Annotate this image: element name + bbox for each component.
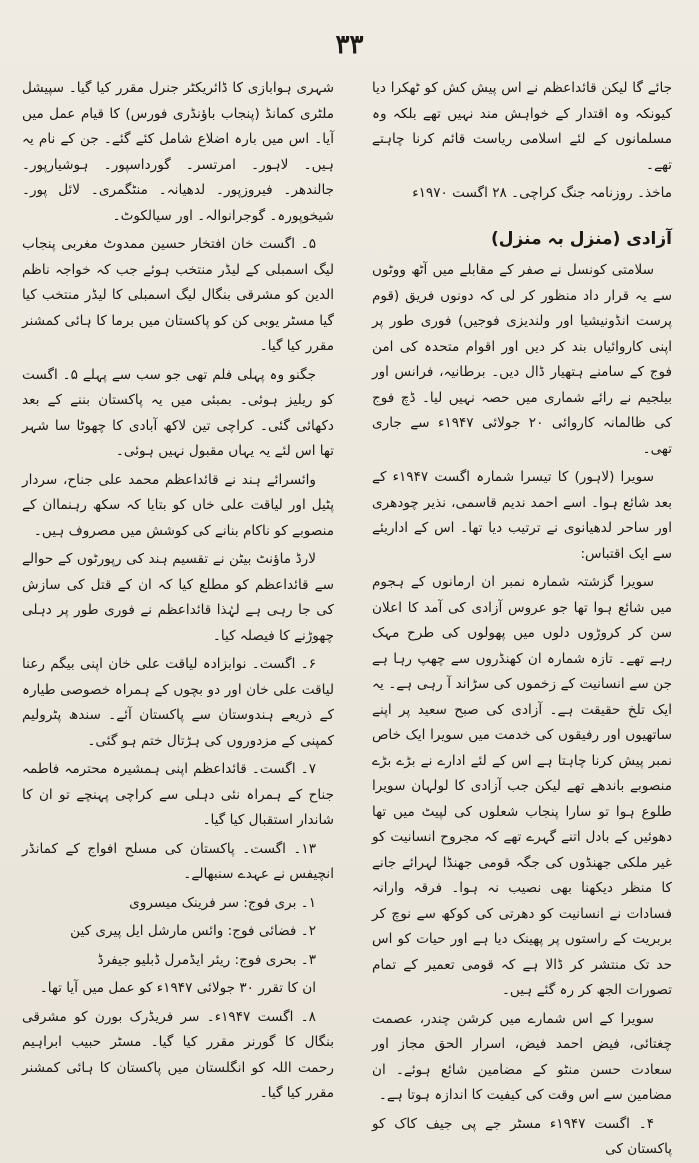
list-item: ۲۔ فضائی فوج: وائس مارشل ایل پیری کین	[70, 923, 316, 939]
list-item: ۳۔ بحری فوج: ریئر ایڈمرل ڈبلیو جیفرڈ	[97, 951, 316, 968]
paragraph: جگنو وہ پہلی فلم تھی جو سب سے پہلے ۵۔ اگست کو ریلیز ہوئی۔ بمبئی میں یہ پاکستان بننے کے بعد دکھائی گئی۔ کراچی تین لاکھ آبادی کا چھوٹا سا شہر تھا اس لئے یہ یہاں مقبول نہیں ہوئی۔	[22, 366, 334, 459]
source-citation: ماخذ۔ روزنامہ جنگ کراچی۔ ۲۸ اگست ۱۹۷۰ء	[412, 185, 672, 201]
paragraph: ۵۔ اگست خان افتخار حسین ممدوٹ مغربی پنجاب لیگ اسمبلی کے لیڈر منتخب ہوئے جب کہ خواجہ ناظم الدین کو مشرقی بنگال لیگ اسمبلی کا لیڈر منتخب کیا گیا مسٹر یوبی کن کو پاکستان میں برما کا ہائی کمشنر مقرر کیا گیا۔	[22, 236, 334, 354]
paragraph: ان کا تقرر ۳۰ جولائی ۱۹۴۷ء کو عمل میں آیا تھا۔	[39, 980, 316, 996]
paragraph: ۷۔ اگست۔ قائداعظم اپنی ہمشیرہ محترمہ فاطمہ جناح کے ہمراہ نئی دہلی سے کراچی پہنچے تو ان کا شاندار استقبال کیا گیا۔	[22, 761, 334, 828]
paragraph: شہری ہوابازی کا ڈائریکٹر جنرل مقرر کیا گیا۔ سپیشل ملٹری کمانڈ (پنجاب باؤنڈری فورس) کا قیام عمل میں آیا۔ اس میں بارہ اضلاع شامل کئے گئے۔ جن کے نام یہ ہیں۔ لاہور۔ امرتسر۔ گورداسپور۔ ہوشیارپور۔ جالندھر۔ فیروزپور۔ لدھیانہ۔ منٹگمری۔ لائل پور۔ شیخوپورہ۔ گوجرانوالہ۔ اور سیالکوٹ۔	[22, 80, 334, 224]
paragraph: ۶۔ اگست۔ نوابزادہ لیاقت علی خان اپنی بیگم رعنا لیاقت علی خان اور دو بچوں کے ہمراہ خصوصی طیارہ کے ذریعے ہندوستان سے پاکستان آئے۔ سندھ پٹرولیم کمپنی کے مزدوروں کی ہڑتال ختم ہو گئی۔	[22, 656, 334, 749]
paragraph: سلامتی کونسل نے صفر کے مقابلے میں آٹھ ووٹوں سے یہ قرار داد منظور کر لی کہ دونوں فریق (قوم پرست انڈونیشیا اور ولندیزی فوجیں) فوری طور پر اپنی کاروائیاں بند کر دیں اور اقوام متحدہ کی امن فوج کے سامنے ہتھیار ڈال دیں۔ برطانیہ، فرانس اور بیلجیم نے رائے شماری میں حصہ نہیں لیا۔ ڈچ فوج کی ظالمانہ کاروائی ۲۰ جولائی ۱۹۴۷ء سے جاری تھی۔	[372, 262, 672, 457]
section-heading: آزادی (منزل بہ منزل)	[491, 228, 672, 249]
paragraph: وائسرائے ہند نے قائداعظم محمد علی جناح، سردار پٹیل اور لیاقت علی خاں کو بتایا کہ سکھ رہنماان کے منصوبے کو ناکام بنانے کی کوشش میں مصروف ہیں۔	[22, 471, 334, 539]
quoted-paragraph: سویرا گزشتہ شمارہ نمبر ان ارمانوں کے ہجوم میں شائع ہوا تھا جو عروس آزادی کی آمد کا اعلان سن کر کروڑوں دلوں میں پھولوں کی طرح مہک رہے تھے۔ تازہ شمارہ ان کھنڈروں سے چھپ رہا ہے جن سے انسانیت کے زخموں کی سڑاند آ رہی ہے۔ یہ ایک تلخ حقیقت ہے۔ آزادی کی صبح سعید پر اپنے ساتھیوں اور رفیقوں کی خدمت میں سویرا ایک خاص نمبر پیش کرنا چاہتا ہے اس کے لئے ادارے نے بڑے بڑے منصوبے باندھے تھے لیکن جب آزادی کا لولہان سویرا طلوع ہوا تو سارا پنجاب شعلوں کی لپیٹ میں تھا دھوئیں کے بادل اتنے گہرے تھے کہ مجروح انسانیت کو غیر ملکی جھنڈوں کی جگہ قومی جھنڈا لہرائے جانے کا منظر دیکھنا بھی نصیب نہ ہوا۔ فرقہ وارانہ فسادات نے انسانیت کو دھرتی کی کوکھ سے نوچ کر بربریت کے راستوں پر پھینک دیا ہے اور حیات کو اس حد تک منتشر کر ڈالا ہے کہ قومی تعمیر کے تمام تصورات الجھ کر رہ گئے ہیں۔	[372, 574, 672, 998]
paragraph: سویرا (لاہور) کا تیسرا شمارہ اگست ۱۹۴۷ء کے بعد شائع ہوا۔ اسے احمد ندیم قاسمی، نذیر چودھری اور ساحر لدھیانوی نے ترتیب دیا تھا۔ اس کے اداریئے سے ایک اقتباس:	[372, 469, 672, 562]
paragraph: ۸۔ اگست ۱۹۴۷ء۔ سر فریڈرک بورن کو مشرقی بنگال کا گورنر مقرر کیا گیا۔ مسٹر حبیب ابراہیم رحمت اللہ کو انگلستان میں پاکستان کا ہائی کمشنر مقرر کیا گیا۔	[22, 1008, 334, 1101]
intro-paragraph: جائے گا لیکن قائداعظم نے اس پیش کش کو ٹھکرا دیا کیونکہ وہ اقتدار کے خواہش مند نہیں تھے بلکہ وہ مسلمانوں کے لئے اسلامی ریاست قائم کرنا چاہتے تھے۔	[372, 80, 672, 173]
paragraph: ۱۳۔ اگست۔ پاکستان کی مسلح افواج کے کمانڈر انچیفس نے عہدے سنبھالے۔	[22, 840, 334, 882]
paragraph: سویرا کے اس شمارے میں کرشن چندر، عصمت چغتائی، فیض احمد فیض، اسرار الحق مجاز اور سعادت حسن منٹو کے مضامین شائع ہوئے۔ ان مضامین سے اس وقت کی کیفیت کا اندازہ ہوتا ہے۔	[372, 1010, 672, 1103]
left-column	[22, 76, 334, 1101]
right-column	[372, 76, 672, 1157]
paragraph: لارڈ ماؤنٹ بیٹن نے تقسیم ہند کی رپورٹوں کے حوالے سے قائداعظم کو مطلع کیا کہ ان کے قتل کی سازش کی جا رہی ہے لہٰذا قائداعظم نے فوری طور پر دہلی چھوڑنے کا فیصلہ کیا۔	[22, 551, 334, 644]
list-item: ۱۔ بری فوج: سر فرینک میسروی	[129, 894, 316, 911]
page-number: ۳۳	[335, 30, 364, 60]
paragraph: ۴۔ اگست ۱۹۴۷ء مسٹر جے پی جیف کاک کو پاکستان کی	[372, 1115, 672, 1157]
